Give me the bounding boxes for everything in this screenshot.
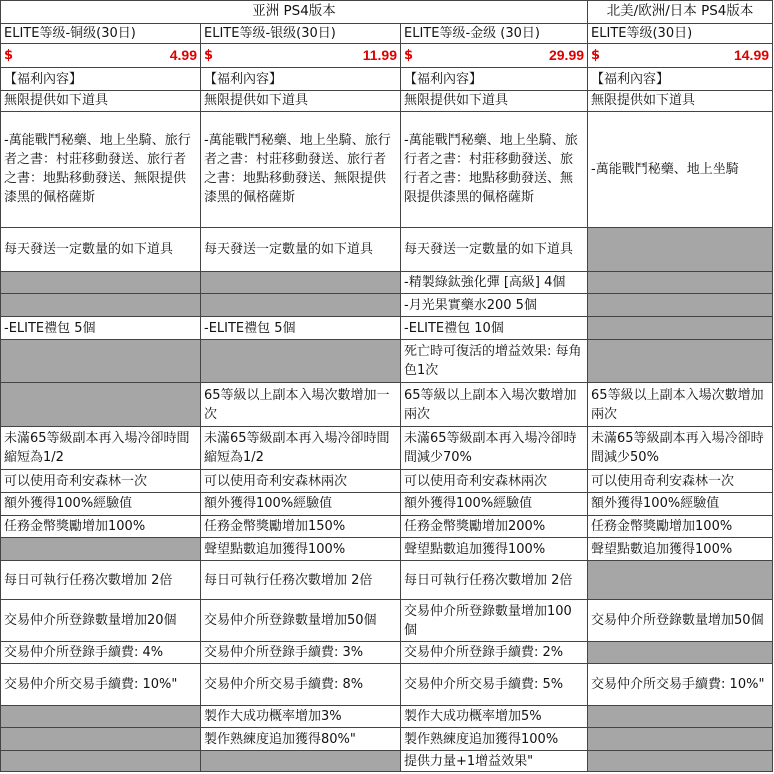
benefit-cell: 交易仲介所登錄數量增加100個	[401, 600, 588, 641]
empty-cell	[201, 271, 401, 294]
benefit-row	[1, 538, 773, 561]
benefit-cell: 每日可執行任務次數增加 2倍	[401, 561, 588, 600]
benefit-cell: 未滿65等級副本再入場冷卻時間縮短為1/2	[1, 426, 201, 469]
benefit-cell: 未滿65等級副本再入場冷卻時間減少50%	[588, 426, 773, 469]
tier-price	[401, 44, 588, 68]
price-amount: 4.99	[169, 47, 197, 64]
benefit-cell: 65等級以上副本入場次數增加一次	[201, 383, 401, 426]
benefit-cell: 交易仲介所登錄手續費: 4%	[1, 641, 201, 664]
benefit-cell: 65等級以上副本入場次數增加兩次	[588, 383, 773, 426]
benefit-row	[1, 90, 773, 111]
benefit-cell: 【福利內容】	[401, 68, 588, 91]
benefit-row	[1, 339, 773, 382]
tier-price	[1, 44, 201, 68]
header-row	[1, 1, 773, 24]
benefit-cell: -ELITE禮包 10個	[401, 317, 588, 340]
benefit-cell: 任務金幣獎勵增加200%	[401, 515, 588, 538]
benefit-row	[1, 228, 773, 271]
price-amount: 11.99	[362, 47, 397, 64]
benefit-cell: 額外獲得100%經驗值	[401, 492, 588, 515]
empty-cell	[588, 271, 773, 294]
currency-symbol: $	[404, 48, 414, 64]
benefit-row	[1, 317, 773, 340]
benefit-cell: -萬能戰鬥秘藥、地上坐騎、旅行者之書：村莊移動發送、旅行者之書：地點移動發送、無限提供漆黑的佩格薩斯	[201, 111, 401, 228]
benefit-row	[1, 728, 773, 751]
empty-cell	[588, 228, 773, 271]
empty-cell	[201, 339, 401, 382]
benefit-cell: 交易仲介所登錄手續費: 2%	[401, 641, 588, 664]
benefit-cell: 每天發送一定數量的如下道具	[1, 228, 201, 271]
benefit-cell: 交易仲介所交易手續費: 8%	[201, 664, 401, 705]
benefit-cell: 製作大成功概率增加5%	[401, 705, 588, 728]
benefit-cell: 提供力量+1增益效果"	[401, 751, 588, 772]
benefit-cell: 無限提供如下道具	[201, 90, 401, 111]
empty-cell	[1, 538, 201, 561]
benefit-cell: 額外獲得100%經驗值	[588, 492, 773, 515]
benefit-cell: 【福利內容】	[588, 68, 773, 91]
benefit-cell: 未滿65等級副本再入場冷卻時間減少70%	[401, 426, 588, 469]
empty-cell	[1, 339, 201, 382]
benefit-cell: 每日可執行任務次數增加 2倍	[201, 561, 401, 600]
tier-name: ELITE等级-银级(30日)	[201, 23, 401, 44]
benefit-cell: 無限提供如下道具	[588, 90, 773, 111]
benefit-row	[1, 470, 773, 493]
benefit-cell: -精製綠鈦強化彈 [高級] 4個	[401, 271, 588, 294]
benefit-cell: 交易仲介所交易手續費: 5%	[401, 664, 588, 705]
empty-cell	[588, 339, 773, 382]
benefit-row	[1, 705, 773, 728]
benefit-row	[1, 111, 773, 228]
currency-symbol: $	[204, 48, 214, 64]
benefit-cell: 額外獲得100%經驗值	[201, 492, 401, 515]
empty-cell	[1, 294, 201, 317]
benefit-cell: 每天發送一定數量的如下道具	[401, 228, 588, 271]
benefit-cell: -ELITE禮包 5個	[201, 317, 401, 340]
empty-cell	[1, 751, 201, 772]
benefit-cell: 交易仲介所交易手續費: 10%"	[588, 664, 773, 705]
benefit-cell: 可以使用奇利安森林兩次	[401, 470, 588, 493]
empty-cell	[588, 317, 773, 340]
benefit-cell: 可以使用奇利安森林兩次	[201, 470, 401, 493]
price-amount: 29.99	[548, 47, 585, 64]
benefit-cell: 【福利內容】	[201, 68, 401, 91]
empty-cell	[588, 561, 773, 600]
empty-cell	[201, 294, 401, 317]
benefit-cell: 可以使用奇利安森林一次	[1, 470, 201, 493]
currency-symbol: $	[591, 48, 601, 64]
benefit-cell: 交易仲介所交易手續費: 10%"	[1, 664, 201, 705]
benefit-cell: 65等級以上副本入場次數增加兩次	[401, 383, 588, 426]
benefit-row	[1, 641, 773, 664]
benefit-cell: 製作熟練度追加獲得100%	[401, 728, 588, 751]
empty-cell	[1, 705, 201, 728]
tier-name: ELITE等级(30日)	[588, 23, 773, 44]
benefit-cell: 交易仲介所登錄手續費: 3%	[201, 641, 401, 664]
benefit-row	[1, 664, 773, 705]
global-header: 北美/欧洲/日本 PS4版本	[588, 1, 773, 24]
currency-symbol: $	[4, 48, 14, 64]
empty-cell	[588, 294, 773, 317]
benefit-cell: 任務金幣獎勵增加150%	[201, 515, 401, 538]
tier-price	[201, 44, 401, 68]
tier-name-row	[1, 23, 773, 44]
benefit-cell: 每天發送一定數量的如下道具	[201, 228, 401, 271]
tier-price-row	[1, 44, 773, 68]
benefit-cell: 製作熟練度追加獲得80%"	[201, 728, 401, 751]
asia-header: 亚洲 PS4版本	[1, 1, 588, 24]
price-amount: 14.99	[733, 47, 770, 64]
tier-name: ELITE等级-铜级(30日)	[1, 23, 201, 44]
benefit-cell: 無限提供如下道具	[1, 90, 201, 111]
tier-name: ELITE等级-金级 (30日)	[401, 23, 588, 44]
benefit-cell: 可以使用奇利安森林一次	[588, 470, 773, 493]
benefit-cell: -萬能戰鬥秘藥、地上坐騎	[588, 111, 773, 228]
benefit-cell: 聲望點數追加獲得100%	[201, 538, 401, 561]
benefit-cell: -ELITE禮包 5個	[1, 317, 201, 340]
empty-cell	[588, 751, 773, 772]
benefit-cell: 交易仲介所登錄數量增加50個	[588, 600, 773, 641]
empty-cell	[1, 728, 201, 751]
empty-cell	[588, 705, 773, 728]
empty-cell	[1, 271, 201, 294]
benefit-cell: 聲望點數追加獲得100%	[401, 538, 588, 561]
benefit-row	[1, 294, 773, 317]
tier-price	[588, 44, 773, 68]
benefit-cell: 未滿65等級副本再入場冷卻時間縮短為1/2	[201, 426, 401, 469]
benefit-row	[1, 561, 773, 600]
empty-cell	[588, 641, 773, 664]
benefit-cell: 任務金幣獎勵增加100%	[588, 515, 773, 538]
benefit-cell: 死亡時可復活的增益效果: 每角色1次	[401, 339, 588, 382]
benefit-cell: -月光果實藥水200 5個	[401, 294, 588, 317]
benefit-cell: 【福利內容】	[1, 68, 201, 91]
benefit-row	[1, 426, 773, 469]
benefit-cell: 任務金幣獎勵增加100%	[1, 515, 201, 538]
benefit-row	[1, 68, 773, 91]
benefit-row	[1, 751, 773, 772]
benefit-row	[1, 515, 773, 538]
benefit-row	[1, 600, 773, 641]
empty-cell	[588, 728, 773, 751]
benefit-cell: 聲望點數追加獲得100%	[588, 538, 773, 561]
benefit-cell: -萬能戰鬥秘藥、地上坐騎、旅行者之書：村莊移動發送、旅行者之書：地點移動發送、無限提供漆黑的佩格薩斯	[1, 111, 201, 228]
benefit-row	[1, 271, 773, 294]
benefit-cell: 交易仲介所登錄數量增加50個	[201, 600, 401, 641]
empty-cell	[201, 751, 401, 772]
benefit-cell: 每日可執行任務次數增加 2倍	[1, 561, 201, 600]
benefit-cell: 額外獲得100%經驗值	[1, 492, 201, 515]
benefit-row	[1, 492, 773, 515]
benefit-cell: 交易仲介所登錄數量增加20個	[1, 600, 201, 641]
benefit-row	[1, 383, 773, 426]
empty-cell	[1, 383, 201, 426]
benefit-cell: 製作大成功概率增加3%	[201, 705, 401, 728]
benefit-cell: 無限提供如下道具	[401, 90, 588, 111]
benefit-cell: -萬能戰鬥秘藥、地上坐騎、旅行者之書：村莊移動發送、旅行者之書：地點移動發送、無限提供漆黑的佩格薩斯	[401, 111, 588, 228]
